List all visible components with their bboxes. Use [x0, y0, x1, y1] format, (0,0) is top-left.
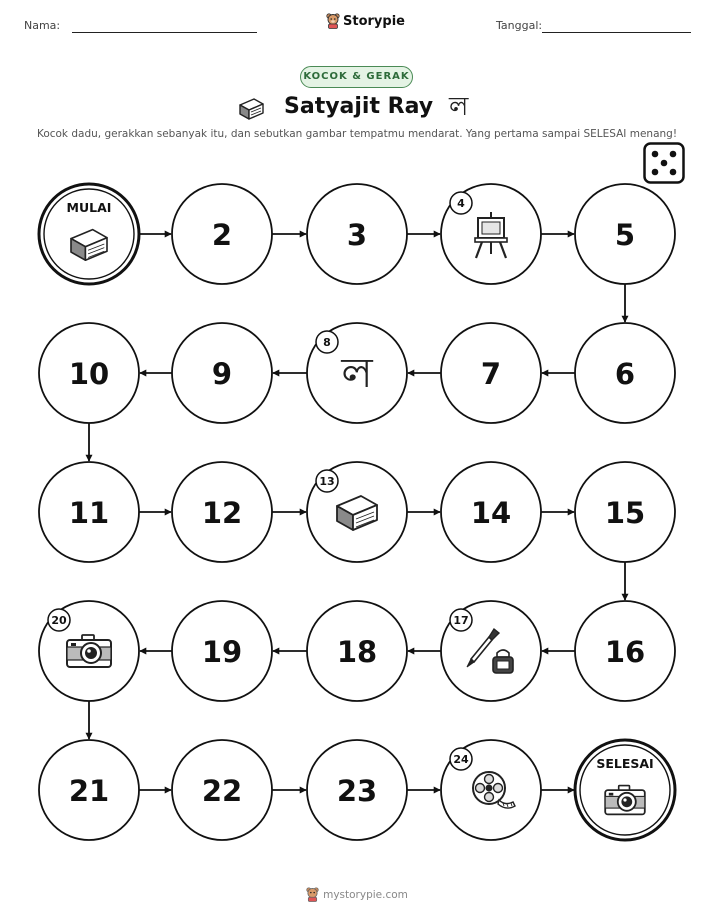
board-space-17	[441, 601, 541, 701]
space-label: SELESAI	[596, 756, 654, 771]
space-number: 17	[453, 614, 469, 627]
space-number: 12	[201, 496, 243, 530]
board-space-7	[441, 323, 541, 423]
board-space-6	[575, 323, 675, 423]
name-label: Nama:	[24, 19, 61, 32]
page-title: Satyajit Ray	[284, 94, 434, 119]
space-number: 15	[604, 496, 646, 530]
space-number: 19	[201, 635, 243, 669]
space-number: 10	[68, 357, 110, 391]
board-space-9	[172, 323, 272, 423]
board-space-2	[172, 184, 272, 284]
board-space-4	[441, 184, 541, 284]
board-space-10	[39, 323, 139, 423]
board-space-1	[39, 184, 139, 284]
space-number: 20	[51, 614, 67, 627]
bear-mascot-icon	[306, 887, 319, 902]
board-space-25	[575, 740, 675, 840]
space-number: 18	[336, 635, 378, 669]
board-space-5	[575, 184, 675, 284]
board-space-11	[39, 462, 139, 562]
space-number: 21	[68, 774, 110, 808]
footer-url: mystorypie.com	[323, 888, 408, 901]
space-number: 23	[336, 774, 378, 808]
bengali-letter-icon: ল	[449, 92, 469, 122]
space-label: MULAI	[66, 200, 112, 215]
camera-icon	[67, 635, 111, 667]
board-space-14	[441, 462, 541, 562]
space-number: 9	[211, 357, 233, 391]
activity-badge: KOCOK & GERAK	[300, 66, 413, 88]
space-number: 3	[346, 218, 368, 252]
board-space-8	[307, 323, 407, 423]
date-label: Tanggal:	[496, 19, 543, 32]
board-space-16	[575, 601, 675, 701]
space-number: 6	[614, 357, 636, 391]
board-space-20	[39, 601, 139, 701]
board-space-23	[307, 740, 407, 840]
brand-name: Storypie	[343, 13, 405, 29]
space-number: 14	[470, 496, 512, 530]
space-number: 22	[201, 774, 243, 808]
board-space-22	[172, 740, 272, 840]
board-space-24	[441, 740, 541, 840]
board-space-15	[575, 462, 675, 562]
board-space-19	[172, 601, 272, 701]
space-number: 7	[480, 357, 502, 391]
board-space-21	[39, 740, 139, 840]
space-number: 13	[319, 475, 335, 488]
board-space-3	[307, 184, 407, 284]
board-space-12	[172, 462, 272, 562]
space-number: 8	[323, 336, 331, 349]
footer	[0, 887, 714, 906]
space-number: 24	[453, 753, 469, 766]
camera-icon	[605, 786, 645, 815]
board-space-13	[307, 462, 407, 562]
space-number: 11	[68, 496, 110, 530]
space-number: 5	[614, 218, 636, 252]
space-number: 2	[211, 218, 233, 252]
space-number: 16	[604, 635, 646, 669]
board-space-18	[307, 601, 407, 701]
space-number: 4	[457, 197, 465, 210]
bengali-letter-icon: ল	[341, 348, 373, 397]
instructions-text: Kocok dadu, gerakkan sebanyak itu, dan sebutkan gambar tempatmu mendarat. Yang pertama sampai SELESAI menang!	[36, 128, 678, 140]
